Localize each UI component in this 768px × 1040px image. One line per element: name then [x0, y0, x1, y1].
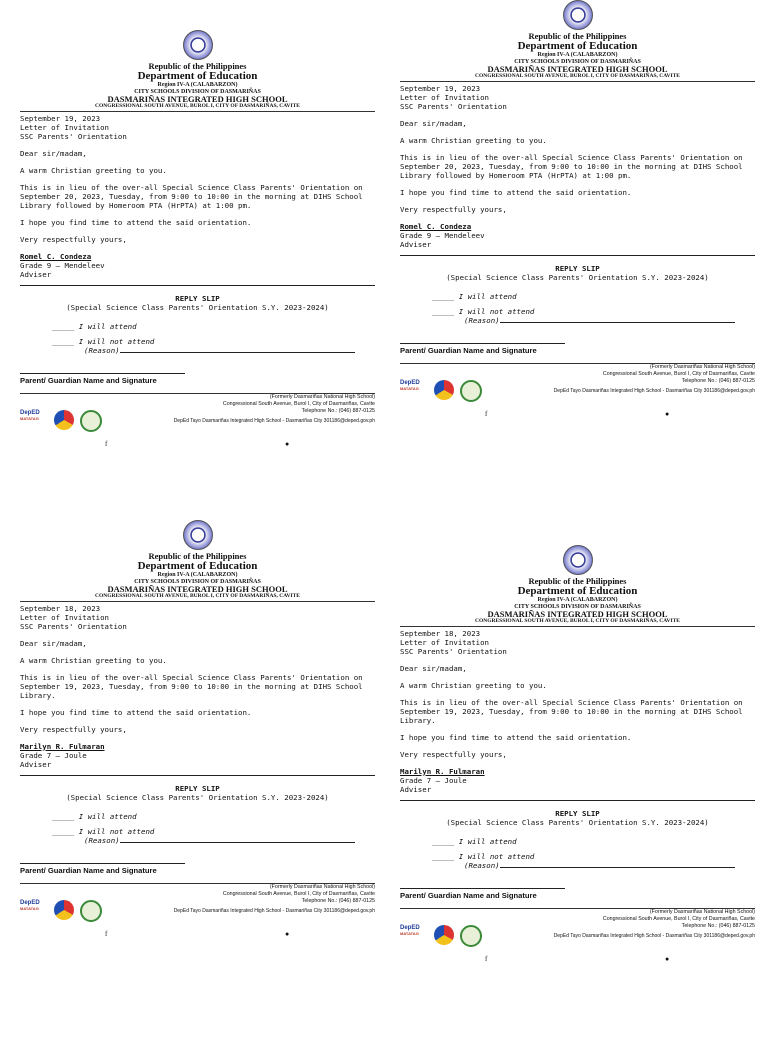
reply-divider [400, 255, 755, 256]
letter-type: Letter of Invitation [20, 122, 109, 132]
signer-name: Romel C. Condeza [400, 221, 472, 231]
letter-header [20, 520, 375, 600]
deped-logo-text: DepED [20, 899, 40, 906]
matatag-text: MATATAG [400, 385, 419, 391]
greeting: A warm Christian greeting to you. [20, 655, 167, 665]
letter-top-right [400, 0, 755, 495]
bagong-pilipinas-logo-icon [434, 380, 454, 400]
region-text: Region IV-A (CALABARZON) [157, 572, 238, 579]
signer-name: Marilyn R. Fulmaran [400, 766, 485, 776]
department-title: Department of Education [517, 584, 638, 597]
letter-date: September 19, 2023 [20, 113, 101, 123]
option-not-attend-label: _____ I will not attend [52, 336, 155, 346]
footer-bar [20, 408, 375, 436]
footer-contact: DepEd Tayo Dasmariñas Integrated High School - Dasmariñas City 301186@deped.gov.ph [173, 417, 375, 424]
school-address: CONGRESSIONAL SOUTH AVENUE, BUROL I, CITY OF DASMARIÑAS, CAVITE [475, 72, 680, 79]
republic-text: Republic of the Philippines [148, 61, 247, 71]
bagong-pilipinas-logo-icon [434, 925, 454, 945]
republic-text: Republic of the Philippines [528, 31, 627, 41]
letter-paragraph: This is in lieu of the over-all Special Science Class Parents' Orientation on September 20, 2023, Tuesday, from 9:00 to 10:00 in the morning at DIHS School Library followed by Homeroom PTA (HrPTA) at 1:00 pm. [400, 152, 743, 180]
facebook-icon: f [105, 929, 108, 938]
school-name: DASMARIÑAS INTEGRATED HIGH SCHOOL [487, 64, 668, 75]
social-row [20, 440, 375, 450]
deped-seal-icon [563, 0, 593, 30]
footer-telephone: Telephone No.: (046) 887-0125 [301, 407, 375, 414]
matatag-text: MATATAG [400, 930, 419, 936]
reason-line [120, 352, 355, 353]
footer-contact: DepEd Tayo Dasmariñas Integrated High School - Dasmariñas City 301186@deped.gov.ph [173, 907, 375, 914]
region-text: Region IV-A (CALABARZON) [537, 597, 618, 604]
header-divider [400, 81, 755, 82]
footer-formerly: (Formerly Dasmariñas National High School) [269, 393, 375, 400]
footer-address: Congressional South Avenue, Burol I, City of Dasmariñas, Cavite [222, 400, 375, 407]
option-not-attend[interactable] [432, 852, 755, 861]
deped-logo-icon [400, 925, 426, 945]
school-name: DASMARIÑAS INTEGRATED HIGH SCHOOL [487, 609, 668, 620]
republic-text: Republic of the Philippines [148, 551, 247, 561]
social-row [400, 410, 755, 420]
signer-section: Grade 7 – Joule [400, 775, 467, 785]
reply-slip-title: REPLY SLIP [555, 808, 600, 818]
option-attend-label: _____ I will attend [432, 291, 517, 301]
letter-body [20, 114, 375, 385]
reply-slip-subtitle: (Special Science Class Parents' Orientation S.Y. 2023-2024) [66, 302, 329, 312]
reply-divider [400, 800, 755, 801]
reason-label: (Reason) [464, 315, 500, 325]
letter-body [20, 604, 375, 875]
footer-formerly: (Formerly Dasmariñas National High School) [649, 908, 755, 915]
reply-slip-title: REPLY SLIP [175, 293, 220, 303]
facebook-icon: f [105, 439, 108, 448]
school-address: CONGRESSIONAL SOUTH AVENUE, BUROL I, CITY OF DASMARIÑAS, CAVITE [475, 617, 680, 624]
deped-logo-text: DepED [400, 379, 420, 386]
option-attend[interactable] [432, 292, 755, 301]
option-not-attend-label: _____ I will not attend [432, 851, 535, 861]
signature-label: Parent/ Guardian Name and Signature [400, 345, 537, 355]
reason-label: (Reason) [84, 835, 120, 845]
option-attend-label: _____ I will attend [432, 836, 517, 846]
option-not-attend-label: _____ I will not attend [432, 306, 535, 316]
letter-type: Letter of Invitation [400, 92, 489, 102]
email-icon: ● [285, 929, 290, 938]
deped-seal-icon [183, 30, 213, 60]
letter-header [20, 30, 375, 110]
letter-header [400, 0, 755, 80]
footer-address: Congressional South Avenue, Burol I, City of Dasmariñas, Cavite [602, 370, 755, 377]
letter-subject: SSC Parents' Orientation [20, 621, 127, 631]
deped-logo-text: DepED [20, 409, 40, 416]
letter-bottom-left [20, 520, 375, 1015]
division-text: CITY SCHOOLS DIVISION OF DASMARIÑAS [514, 58, 641, 65]
letter-type: Letter of Invitation [20, 612, 109, 622]
deped-logo-icon [400, 380, 426, 400]
school-address: CONGRESSIONAL SOUTH AVENUE, BUROL I, CITY OF DASMARIÑAS, CAVITE [95, 102, 300, 109]
letter-bottom-right [400, 545, 755, 1040]
reply-slip-title: REPLY SLIP [175, 783, 220, 793]
signature-label: Parent/ Guardian Name and Signature [400, 890, 537, 900]
department-title: Department of Education [137, 69, 258, 82]
option-not-attend[interactable] [432, 307, 755, 316]
letter-paragraph: This is in lieu of the over-all Special Science Class Parents' Orientation on September 19, 2023, Tuesday, from 9:00 to 10:00 in the morning at DIHS School Library. [400, 697, 743, 725]
salutation: Dear sir/madam, [20, 148, 87, 158]
school-logo-icon [80, 410, 102, 432]
reason-line [120, 842, 355, 843]
reply-slip-subtitle: (Special Science Class Parents' Orientation S.Y. 2023-2024) [446, 817, 709, 827]
hope-line: I hope you find time to attend the said orientation. [400, 187, 632, 197]
matatag-text: MATATAG [20, 905, 39, 911]
social-row [400, 955, 755, 965]
reason-field[interactable] [84, 346, 375, 355]
school-name: DASMARIÑAS INTEGRATED HIGH SCHOOL [107, 94, 288, 105]
signature-line [20, 373, 185, 374]
email-icon: ● [665, 409, 670, 418]
option-attend[interactable] [432, 837, 755, 846]
signer-section: Grade 7 – Joule [20, 750, 87, 760]
letter-body [400, 84, 755, 355]
republic-text: Republic of the Philippines [528, 576, 627, 586]
school-logo-icon [460, 925, 482, 947]
reply-slip-title: REPLY SLIP [555, 263, 600, 273]
region-text: Region IV-A (CALABARZON) [157, 82, 238, 89]
closing: Very respectfully yours, [400, 204, 507, 214]
footer-bar [400, 378, 755, 406]
division-text: CITY SCHOOLS DIVISION OF DASMARIÑAS [134, 578, 261, 585]
bagong-pilipinas-logo-icon [54, 410, 74, 430]
salutation: Dear sir/madam, [20, 638, 87, 648]
option-not-attend-label: _____ I will not attend [52, 826, 155, 836]
footer-formerly: (Formerly Dasmariñas National High School) [269, 883, 375, 890]
signer-role: Adviser [400, 784, 432, 794]
option-attend-label: _____ I will attend [52, 811, 137, 821]
letter-header [400, 545, 755, 625]
letter-type: Letter of Invitation [400, 637, 489, 647]
footer-address: Congressional South Avenue, Burol I, City of Dasmariñas, Cavite [602, 915, 755, 922]
reason-label: (Reason) [464, 860, 500, 870]
footer-formerly: (Formerly Dasmariñas National High School) [649, 363, 755, 370]
social-row [20, 930, 375, 940]
signer-section: Grade 9 – Mendeleev [400, 230, 485, 240]
letter-top-left [20, 30, 375, 525]
footer-contact: DepEd Tayo Dasmariñas Integrated High School - Dasmariñas City 301186@deped.gov.ph [553, 387, 755, 394]
deped-seal-icon [183, 520, 213, 550]
reply-slip-subtitle: (Special Science Class Parents' Orientation S.Y. 2023-2024) [446, 272, 709, 282]
signature-label: Parent/ Guardian Name and Signature [20, 865, 157, 875]
footer-telephone: Telephone No.: (046) 887-0125 [301, 897, 375, 904]
letter-date: September 18, 2023 [400, 628, 481, 638]
division-text: CITY SCHOOLS DIVISION OF DASMARIÑAS [134, 88, 261, 95]
closing: Very respectfully yours, [400, 749, 507, 759]
signer-name: Marilyn R. Fulmaran [20, 741, 105, 751]
bagong-pilipinas-logo-icon [54, 900, 74, 920]
matatag-text: MATATAG [20, 415, 39, 421]
school-logo-icon [460, 380, 482, 402]
reason-line [500, 322, 735, 323]
email-icon: ● [665, 954, 670, 963]
signature-line [20, 863, 185, 864]
signer-role: Adviser [400, 239, 432, 249]
reply-slip-subtitle: (Special Science Class Parents' Orientation S.Y. 2023-2024) [66, 792, 329, 802]
letter-date: September 18, 2023 [20, 603, 101, 613]
signer-role: Adviser [20, 269, 52, 279]
salutation: Dear sir/madam, [400, 118, 467, 128]
option-attend[interactable] [52, 812, 375, 821]
school-name: DASMARIÑAS INTEGRATED HIGH SCHOOL [107, 584, 288, 595]
option-attend-label: _____ I will attend [52, 321, 137, 331]
footer-telephone: Telephone No.: (046) 887-0125 [681, 377, 755, 384]
footer-bar [20, 898, 375, 926]
region-text: Region IV-A (CALABARZON) [537, 52, 618, 59]
deped-logo-icon [20, 410, 46, 430]
signer-role: Adviser [20, 759, 52, 769]
footer-contact: DepEd Tayo Dasmariñas Integrated High School - Dasmariñas City 301186@deped.gov.ph [553, 932, 755, 939]
hope-line: I hope you find time to attend the said orientation. [20, 217, 252, 227]
closing: Very respectfully yours, [20, 724, 127, 734]
header-divider [20, 111, 375, 112]
school-logo-icon [80, 900, 102, 922]
closing: Very respectfully yours, [20, 234, 127, 244]
email-icon: ● [285, 439, 290, 448]
greeting: A warm Christian greeting to you. [20, 165, 167, 175]
header-divider [20, 601, 375, 602]
signature-label: Parent/ Guardian Name and Signature [20, 375, 157, 385]
letter-date: September 19, 2023 [400, 83, 481, 93]
greeting: A warm Christian greeting to you. [400, 135, 547, 145]
greeting: A warm Christian greeting to you. [400, 680, 547, 690]
option-not-attend[interactable] [52, 337, 375, 346]
letter-subject: SSC Parents' Orientation [400, 646, 507, 656]
letter-subject: SSC Parents' Orientation [400, 101, 507, 111]
signer-name: Romel C. Condeza [20, 251, 92, 261]
salutation: Dear sir/madam, [400, 663, 467, 673]
reason-field[interactable] [464, 316, 755, 325]
hope-line: I hope you find time to attend the said orientation. [400, 732, 632, 742]
school-address: CONGRESSIONAL SOUTH AVENUE, BUROL I, CITY OF DASMARIÑAS, CAVITE [95, 592, 300, 599]
department-title: Department of Education [517, 39, 638, 52]
department-title: Department of Education [137, 559, 258, 572]
header-divider [400, 626, 755, 627]
signer-section: Grade 9 – Mendeleev [20, 260, 105, 270]
deped-logo-text: DepED [400, 924, 420, 931]
reply-divider [20, 285, 375, 286]
hope-line: I hope you find time to attend the said orientation. [20, 707, 252, 717]
signature-line [400, 343, 565, 344]
deped-logo-icon [20, 900, 46, 920]
reason-field[interactable] [84, 836, 375, 845]
footer-bar [400, 923, 755, 951]
signature-line [400, 888, 565, 889]
letter-paragraph: This is in lieu of the over-all Special Science Class Parents' Orientation on September 20, 2023, Tuesday, from 9:00 to 10:00 in the morning at DIHS School Library followed by Homeroom PTA (HrPTA) at 1:00 pm. [20, 182, 363, 210]
facebook-icon: f [485, 409, 488, 418]
reason-line [500, 867, 735, 868]
letter-body [400, 629, 755, 900]
option-not-attend[interactable] [52, 827, 375, 836]
footer-address: Congressional South Avenue, Burol I, City of Dasmariñas, Cavite [222, 890, 375, 897]
letter-paragraph: This is in lieu of the over-all Special Science Class Parents' Orientation on September 19, 2023, Tuesday, from 9:00 to 10:00 in the morning at DIHS School Library. [20, 672, 363, 700]
deped-seal-icon [563, 545, 593, 575]
facebook-icon: f [485, 954, 488, 963]
division-text: CITY SCHOOLS DIVISION OF DASMARIÑAS [514, 603, 641, 610]
reason-label: (Reason) [84, 345, 120, 355]
option-attend[interactable] [52, 322, 375, 331]
footer-telephone: Telephone No.: (046) 887-0125 [681, 922, 755, 929]
reply-divider [20, 775, 375, 776]
letter-subject: SSC Parents' Orientation [20, 131, 127, 141]
reason-field[interactable] [464, 861, 755, 870]
